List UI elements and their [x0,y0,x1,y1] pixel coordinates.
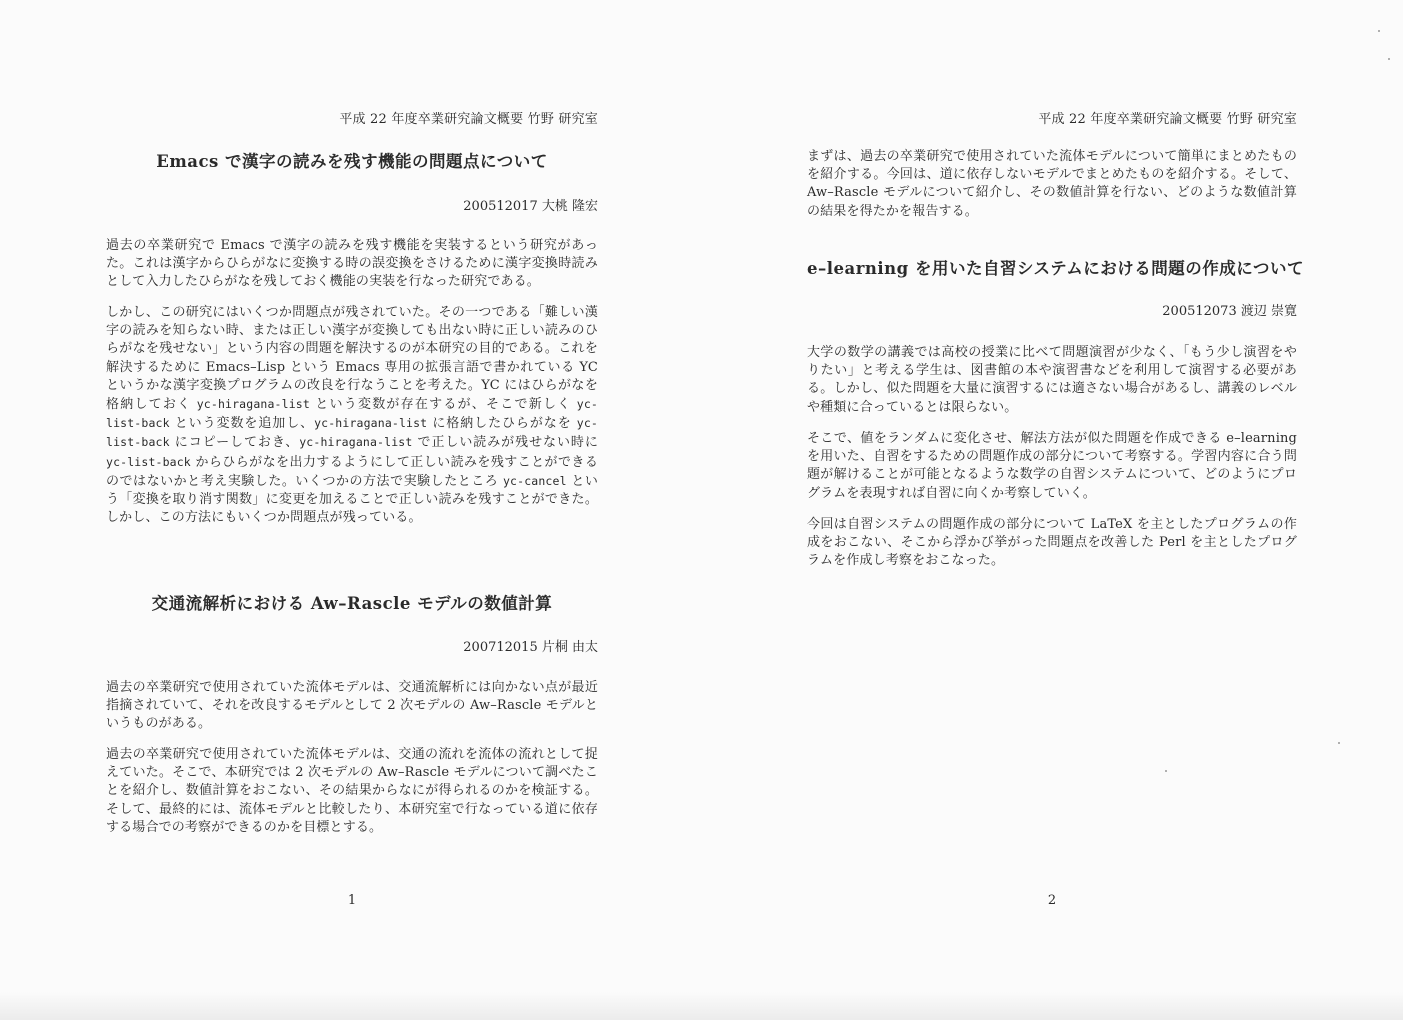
paragraph: そこで、値をランダムに変化させ、解法方法が似た問題を作成できる e–learning を用いた、自習をするための問題作成の部分について考察する。学習内容に合う問題が解けることが可能となるような数学の自習システムについて、どのようにプログラムを表現すれば自習に向くか考察していく。 [807,431,1297,501]
scan-speck [1338,742,1340,744]
paragraph: まずは、過去の卒業研究で使用されていた流体モデルについて簡単にまとめたものを紹介する。今回は、道に依存しないモデルでまとめたものを紹介する。そして、Aw–Rascle モデルについて紹介し、その数値計算を行ない、どのような数値計算の結果を得たかを報告する。 [807,149,1297,219]
paragraph: 大学の数学の講義では高校の授業に比べて問題演習が少なく、「もう少し演習をやりたい」と考える学生は、図書館の本や演習書などを利用して演習する必要がある。しかし、似た問題を大量に演習するには適さない場合があるし、講義のレベルや種類に合っているとは限らない。 [807,345,1297,415]
page-number: 2 [1047,893,1057,908]
paragraph: しかし、この研究にはいくつか問題点が残されていた。その一つである「難しい漢字の読みを知らない時、または正しい漢字が変換しても出ない時に正しい読みのひらがなを残せない」という内容の問題を解決するのが本研究の目的である。これを解決するために Emacs–Lisp という Emacs 専用の拡張言語で書かれている YC というかな漢字変換プログラムの改良を行なうことを考えた。YC にはひらがなを格納しておく yc-hiragana-list という変数が存在するが、そこで新しく yc-list-back という変数を追加し、yc-hiragana-list に格納したひらがなを yc-list-back にコピーしておき、yc-hiragana-list で正しい読みが残せない時に yc-list-back からひらがなを出力するようにして正しい読みを残すことができるのではないかと考え実験した。いくつかの方法で実験したところ yc-cancel という「変換を取り消す関数」に変更を加えることで正しい読みを残すことができた。しかし、この方法にもいくつか問題点が残っている。 [106,305,599,526]
code-text: yc-list-back [106,454,191,469]
page-right [807,0,1304,1020]
paragraph: 今回は自習システムの問題作成の部分について LaTeX を主としたプログラムの作成をおこない、そこから浮かび挙がった問題点を改善した Perl を主としたプログラムを作成し考察をおこなった。 [807,517,1297,569]
paragraph: 過去の卒業研究で使用されていた流体モデルは、交通流解析には向かない点が最近指摘されていて、それを改良するモデルとして 2 次モデルの Aw–Rascle モデルというものがある。 [106,680,598,732]
article-author: 200712015 片桐 由太 [463,640,598,655]
page-number: 1 [347,893,357,908]
scan-edge-shadow [0,992,1403,1020]
code-text: yc-list-back [106,416,598,450]
code-text: yc-hiragana-list [196,397,310,412]
article-title: e–learning を用いた自習システムにおける問題の作成について [807,259,1304,278]
code-text: yc-list-back [106,397,598,431]
scan-speck [1165,770,1167,772]
page-header: 平成 22 年度卒業研究論文概要 竹野 研究室 [1038,112,1297,127]
scan-speck [1378,30,1380,32]
page-left [106,0,598,1020]
code-text: yc-cancel [502,473,567,488]
scan-speck [1388,58,1390,60]
code-text: yc-hiragana-list [299,435,413,450]
article-author: 200512073 渡辺 崇寛 [1162,304,1297,319]
paragraph: 過去の卒業研究で Emacs で漢字の読みを残す機能を実装するという研究があった。これは漢字からひらがなに変換する時の誤変換をさけるために漢字変換時読みとして入力したひらがなを残しておく機能の実装を行なった研究である。 [106,238,598,290]
article-title: 交通流解析における Aw–Rascle モデルの数値計算 [151,594,553,613]
paragraph: 過去の卒業研究で使用されていた流体モデルは、交通の流れを流体の流れとして捉えていた。そこで、本研究では 2 次モデルの Aw–Rascle モデルについて調べたことを紹介し、数値計算をおこない、その結果からなにが得られるのかを検証する。そして、最終的には、流体モデルと比較したり、本研究室で行なっている道に依存する場合での考察ができるのかを目標とする。 [106,747,598,835]
article-title: Emacs で漢字の読みを残す機能の問題点について [156,152,548,171]
code-text: yc-hiragana-list [314,416,428,431]
article-author: 200512017 大桃 隆宏 [463,199,598,214]
page-header: 平成 22 年度卒業研究論文概要 竹野 研究室 [339,112,598,127]
